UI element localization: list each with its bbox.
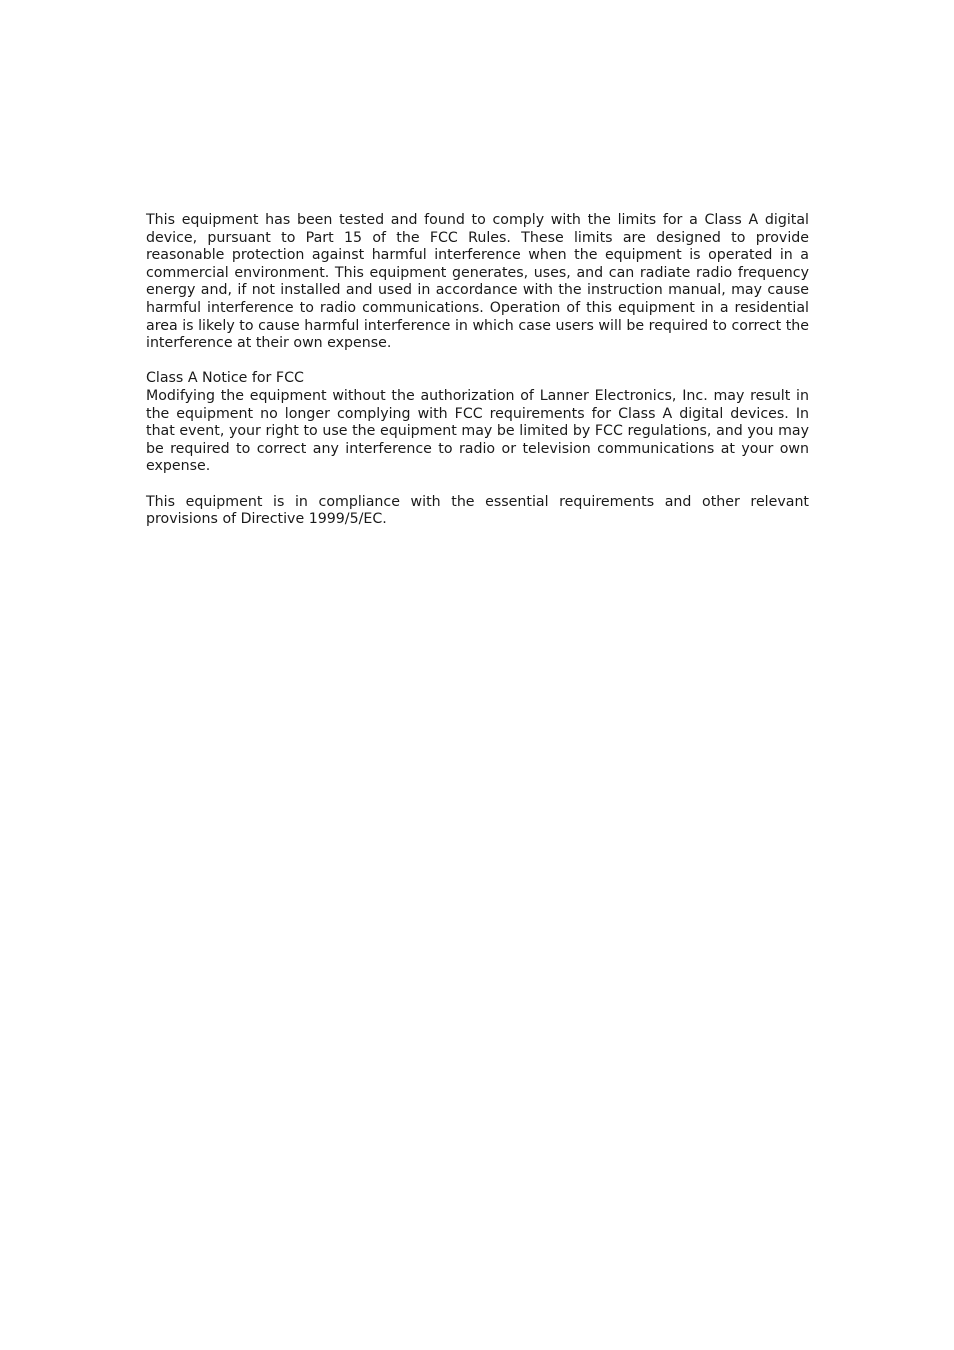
modification-notice-paragraph: Modifying the equipment without the authorization of Lanner Electronics, Inc. may result in the equipment no longer complying with FCC requirements for Class A digital devices. In that event, your right to use the equipment may be limited by FCC regulations, and you may be required to correct any interference to radio or television communications at your own expense. (146, 387, 809, 475)
paragraph-spacer (146, 476, 809, 494)
fcc-compliance-paragraph: This equipment has been tested and found to comply with the limits for a Class A digital device, pursuant to Part 15 of the FCC Rules. These limits are designed to provide reasonable protection against harmful interference when the equipment is operated in a commercial environment. This equipment generates, uses, and can radiate radio frequency energy and, if not installed and used in accordance with the instruction manual, may cause harmful interference to radio communications. Operation of this equipment in a residential area is likely to cause harmful interference in which case users will be required to correct the interference at their own expense. (146, 212, 809, 352)
class-a-notice-heading: Class A Notice for FCC (146, 370, 304, 387)
document-body (146, 212, 809, 529)
paragraph-spacer (146, 353, 809, 371)
directive-compliance-paragraph: This equipment is in compliance with the essential requirements and other relevant provisions of Directive 1999/5/EC. (146, 493, 809, 528)
